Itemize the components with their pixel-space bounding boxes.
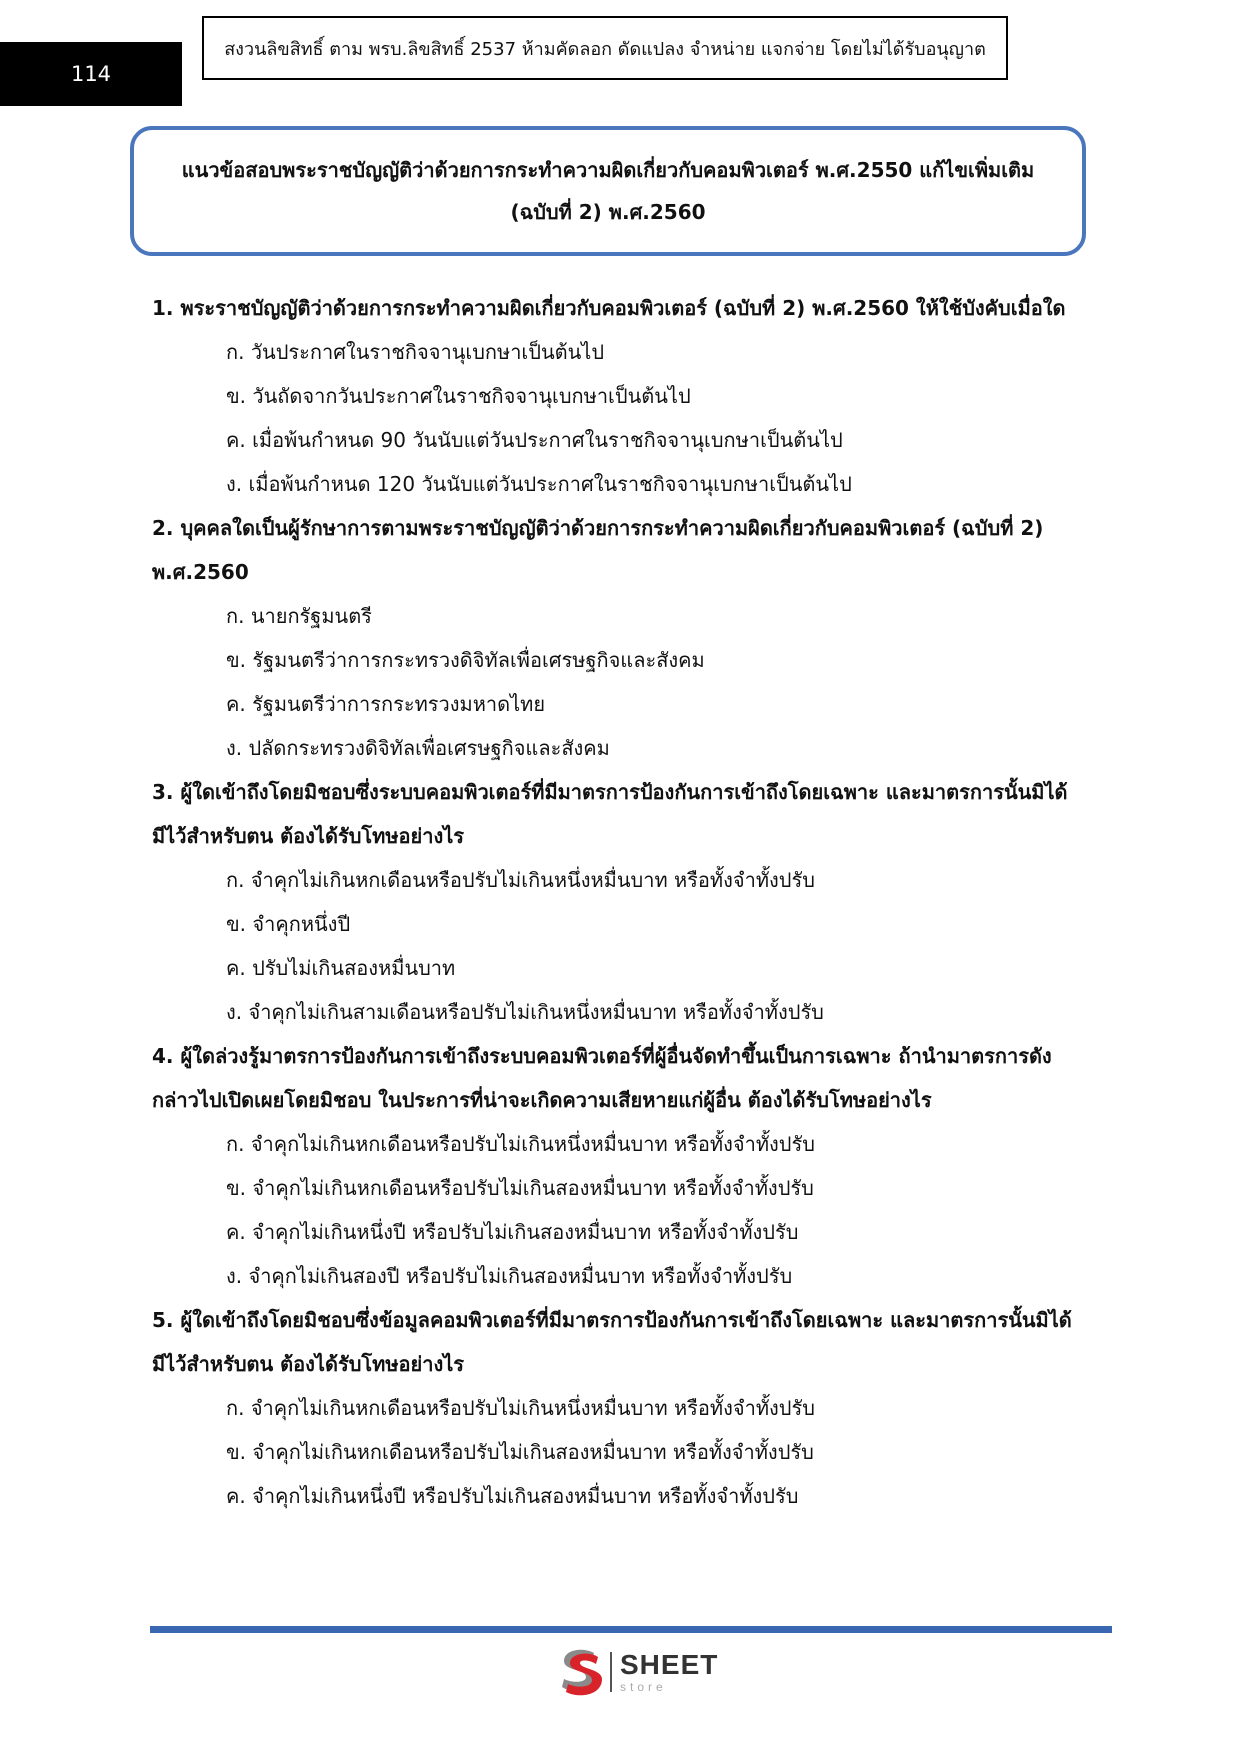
question-text: 3. ผู้ใดเข้าถึงโดยมิชอบซึ่งระบบคอมพิวเตอร์ที่มีมาตรการป้องกันการเข้าถึงโดยเฉพาะ และมาตรการนั้นมิได้มีไว้สำหรับตน ต้องได้รับโทษอย่างไร: [152, 780, 1068, 848]
option: ก. นายกรัฐมนตรี: [226, 604, 372, 628]
option: ค. ปรับไม่เกินสองหมื่นบาท: [226, 956, 456, 980]
option: ข. จำคุกไม่เกินหกเดือนหรือปรับไม่เกินสองหมื่นบาท หรือทั้งจำทั้งปรับ: [226, 1440, 814, 1464]
logo-text: [620, 1651, 718, 1693]
option: ง. เมื่อพ้นกำหนด 120 วันนับแต่วันประกาศในราชกิจจานุเบกษาเป็นต้นไป: [226, 472, 852, 496]
question-4: [152, 1034, 1072, 1298]
title-line-1: แนวข้อสอบพระราชบัญญัติว่าด้วยการกระทำความผิดเกี่ยวกับคอมพิวเตอร์ พ.ศ.2550 แก้ไขเพิ่มเติม: [181, 158, 1035, 182]
logo-wordmark: SHEET: [620, 1649, 719, 1680]
option-list: [152, 1122, 1072, 1298]
question-5: [152, 1298, 1072, 1518]
option-list: [152, 858, 1072, 1034]
question-2: [152, 506, 1072, 770]
option: ข. จำคุกไม่เกินหกเดือนหรือปรับไม่เกินสองหมื่นบาท หรือทั้งจำทั้งปรับ: [226, 1176, 814, 1200]
question-text: 1. พระราชบัญญัติว่าด้วยการกระทำความผิดเกี่ยวกับคอมพิวเตอร์ (ฉบับที่ 2) พ.ศ.2560 ให้ใช้บังคับเมื่อใด: [152, 296, 1066, 320]
logo-subtext: store: [620, 1680, 667, 1694]
page-number: 114: [0, 42, 182, 106]
option: ค. จำคุกไม่เกินหนึ่งปี หรือปรับไม่เกินสองหมื่นบาท หรือทั้งจำทั้งปรับ: [226, 1220, 799, 1244]
option: ข. จำคุกหนึ่งปี: [226, 912, 351, 936]
document-title: [130, 126, 1086, 256]
option-list: [152, 594, 1072, 770]
option: ง. ปลัดกระทรวงดิจิทัลเพื่อเศรษฐกิจและสังคม: [226, 736, 610, 760]
question-list: [152, 286, 1072, 1518]
option: ข. วันถัดจากวันประกาศในราชกิจจานุเบกษาเป็นต้นไป: [226, 384, 691, 408]
sheet-logo-icon: [556, 1647, 604, 1697]
option: ค. เมื่อพ้นกำหนด 90 วันนับแต่วันประกาศในราชกิจจานุเบกษาเป็นต้นไป: [226, 428, 843, 452]
option: ก. จำคุกไม่เกินหกเดือนหรือปรับไม่เกินหนึ่งหมื่นบาท หรือทั้งจำทั้งปรับ: [226, 868, 815, 892]
footer-divider: [150, 1626, 1112, 1633]
title-line-2: (ฉบับที่ 2) พ.ศ.2560: [510, 200, 706, 224]
option: ง. จำคุกไม่เกินสองปี หรือปรับไม่เกินสองหมื่นบาท หรือทั้งจำทั้งปรับ: [226, 1264, 793, 1288]
question-1: [152, 286, 1072, 506]
option-list: [152, 1386, 1072, 1518]
copyright-notice: สงวนลิขสิทธิ์ ตาม พรบ.ลิขสิทธิ์ 2537 ห้ามคัดลอก ดัดแปลง จำหน่าย แจกจ่าย โดยไม่ได้รับอนุญาต: [202, 16, 1008, 80]
option: ข. รัฐมนตรีว่าการกระทรวงดิจิทัลเพื่อเศรษฐกิจและสังคม: [226, 648, 705, 672]
question-3: [152, 770, 1072, 1034]
option: ง. จำคุกไม่เกินสามเดือนหรือปรับไม่เกินหนึ่งหมื่นบาท หรือทั้งจำทั้งปรับ: [226, 1000, 824, 1024]
option: ค. รัฐมนตรีว่าการกระทรวงมหาดไทย: [226, 692, 546, 716]
option-list: [152, 330, 1072, 506]
option: ก. จำคุกไม่เกินหกเดือนหรือปรับไม่เกินหนึ่งหมื่นบาท หรือทั้งจำทั้งปรับ: [226, 1396, 815, 1420]
question-text: 2. บุคคลใดเป็นผู้รักษาการตามพระราชบัญญัติว่าด้วยการกระทำความผิดเกี่ยวกับคอมพิวเตอร์ (ฉบับที่ 2) พ.ศ.2560: [152, 516, 1044, 584]
option: ค. จำคุกไม่เกินหนึ่งปี หรือปรับไม่เกินสองหมื่นบาท หรือทั้งจำทั้งปรับ: [226, 1484, 799, 1508]
option: ก. วันประกาศในราชกิจจานุเบกษาเป็นต้นไป: [226, 340, 605, 364]
sheet-store-logo: [556, 1645, 718, 1699]
logo-divider: [610, 1652, 612, 1692]
question-text: 4. ผู้ใดล่วงรู้มาตรการป้องกันการเข้าถึงระบบคอมพิวเตอร์ที่ผู้อื่นจัดทำขึ้นเป็นการเฉพาะ ถ้านำมาตรการดังกล่าวไปเปิดเผยโดยมิชอบ ในประการที่น่าจะเกิดความเสียหายแก่ผู้อื่น ต้องได้รับโทษอย่างไร: [152, 1044, 1052, 1112]
question-text: 5. ผู้ใดเข้าถึงโดยมิชอบซึ่งข้อมูลคอมพิวเตอร์ที่มีมาตรการป้องกันการเข้าถึงโดยเฉพาะ และมาตรการนั้นมิได้มีไว้สำหรับตน ต้องได้รับโทษอย่างไร: [152, 1308, 1072, 1376]
option: ก. จำคุกไม่เกินหกเดือนหรือปรับไม่เกินหนึ่งหมื่นบาท หรือทั้งจำทั้งปรับ: [226, 1132, 815, 1156]
